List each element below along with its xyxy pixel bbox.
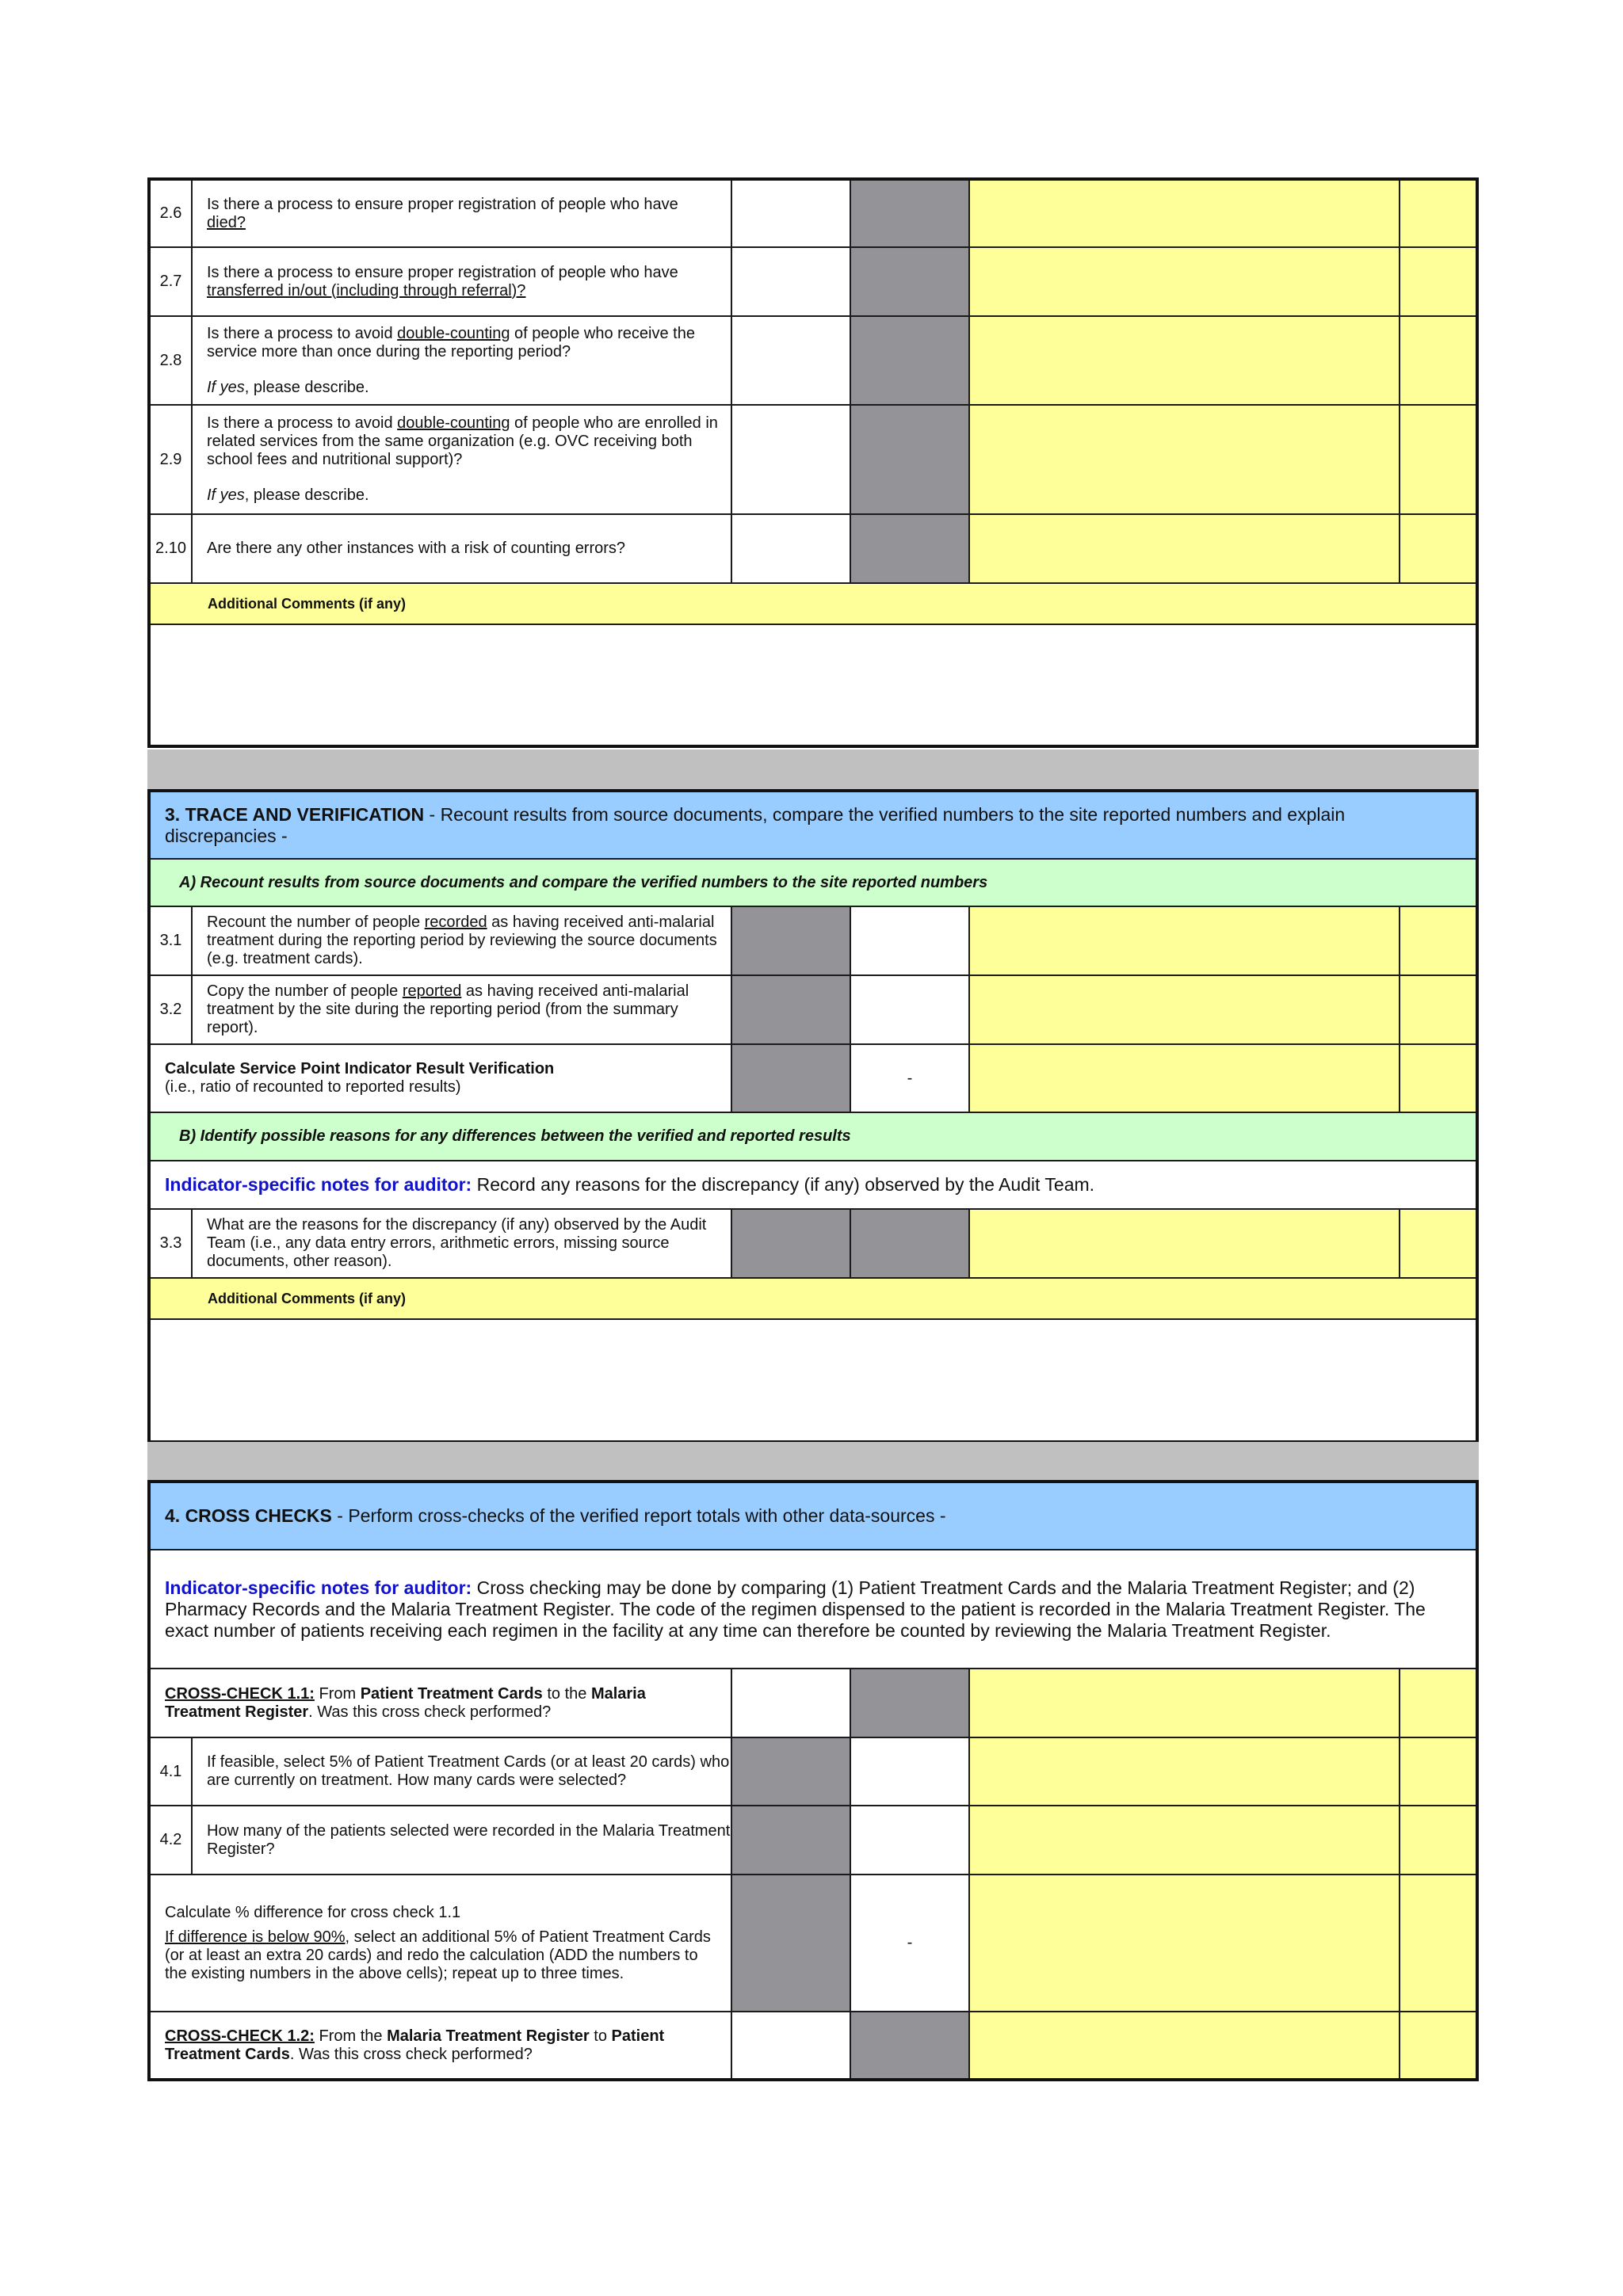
table-row [149, 514, 1477, 583]
answer-cell[interactable] [731, 1669, 850, 1737]
additional-comments-row [149, 1319, 1477, 1442]
disabled-cell [731, 906, 850, 975]
row-number: 4.1 [149, 1737, 192, 1806]
additional-comments-header [149, 1278, 1477, 1319]
disabled-cell [850, 405, 969, 514]
calc-result: - [850, 1875, 969, 2012]
auditor-note: Indicator-specific notes for auditor: Cross checking may be done by comparing (1) Patient Treatment Cards and the Malaria Treatment Register; and (2) Pharmacy Records and the Malaria Treatment Register. The code of the regimen dispensed to the patient is recorded in the Malaria Treatment Register. The exact number of patients receiving each regimen in the facility at any time can therefore be counted by reviewing the Malaria Treatment Register. [149, 1550, 1477, 1669]
question-text: Recount the number of people recorded as having received anti-malarial treatment during the reporting period by reviewing the source documents (e.g. treatment cards). [192, 906, 731, 975]
question-text: Are there any other instances with a risk of counting errors? [192, 514, 731, 583]
disabled-cell [850, 179, 969, 247]
row-number: 3.1 [149, 906, 192, 975]
comment-cell[interactable] [969, 1044, 1400, 1112]
row-number: 2.10 [149, 514, 192, 583]
comment-cell[interactable] [969, 316, 1400, 405]
answer-cell[interactable] [731, 514, 850, 583]
flag-cell[interactable] [1400, 975, 1477, 1044]
question-text: Is there a process to avoid double-counting of people who receive the service more than once during the reporting period? If yes, please describe. [192, 316, 731, 405]
calc-row [149, 1875, 1477, 2012]
flag-cell[interactable] [1400, 1737, 1477, 1806]
flag-cell[interactable] [1400, 1669, 1477, 1737]
disabled-cell [850, 514, 969, 583]
answer-cell[interactable] [850, 1806, 969, 1875]
flag-cell[interactable] [1400, 179, 1477, 247]
table-row [149, 316, 1477, 405]
disabled-cell [731, 1737, 850, 1806]
subsection-a-title: A) Recount results from source documents and compare the verified numbers to the site reported numbers [149, 859, 1477, 906]
comment-cell[interactable] [969, 1737, 1400, 1806]
flag-cell[interactable] [1400, 405, 1477, 514]
flag-cell[interactable] [1400, 1806, 1477, 1875]
row-number: 2.9 [149, 405, 192, 514]
section-header [149, 791, 1477, 859]
question-text: If feasible, select 5% of Patient Treatment Cards (or at least 20 cards) who are currently on treatment. How many cards were selected? [192, 1737, 731, 1806]
flag-cell[interactable] [1400, 906, 1477, 975]
calc-label: Calculate % difference for cross check 1.1 If difference is below 90%, select an additional 5% of Patient Treatment Cards (or at least an extra 20 cards) and redo the calculation (ADD the numbers to the existing numbers in the above cells); repeat up to three times. [149, 1875, 731, 2012]
additional-comments-label: Additional Comments (if any) [149, 583, 1477, 624]
disabled-cell [731, 1209, 850, 1278]
disabled-cell [731, 1044, 850, 1112]
table-row [149, 975, 1477, 1044]
additional-comments-row [149, 624, 1477, 746]
answer-cell[interactable] [850, 1737, 969, 1806]
flag-cell[interactable] [1400, 1044, 1477, 1112]
answer-cell[interactable] [731, 179, 850, 247]
comment-cell[interactable] [969, 1806, 1400, 1875]
disabled-cell [850, 247, 969, 316]
row-number: 4.2 [149, 1806, 192, 1875]
question-text: Is there a process to ensure proper registration of people who have transferred in/out (including through referral)? [192, 247, 731, 316]
comment-cell[interactable] [969, 906, 1400, 975]
comment-cell[interactable] [969, 1669, 1400, 1737]
section-separator [147, 749, 1479, 789]
table-row [149, 247, 1477, 316]
row-number: 3.2 [149, 975, 192, 1044]
flag-cell[interactable] [1400, 1875, 1477, 2012]
disabled-cell [850, 1209, 969, 1278]
calc-result: - [850, 1044, 969, 1112]
question-text: How many of the patients selected were recorded in the Malaria Treatment Register? [192, 1806, 731, 1875]
additional-comments-field[interactable] [149, 1319, 1477, 1442]
disabled-cell [731, 975, 850, 1044]
table-row [149, 1737, 1477, 1806]
question-text: What are the reasons for the discrepancy (if any) observed by the Audit Team (i.e., any data entry errors, arithmetic errors, missing source documents, other reason). [192, 1209, 731, 1278]
table-row [149, 906, 1477, 975]
row-number: 2.6 [149, 179, 192, 247]
answer-cell[interactable] [731, 247, 850, 316]
disabled-cell [850, 316, 969, 405]
disabled-cell [731, 1806, 850, 1875]
table-row [149, 405, 1477, 514]
calc-label: Calculate Service Point Indicator Result Verification (i.e., ratio of recounted to reported results) [149, 1044, 731, 1112]
table-row [149, 179, 1477, 247]
disabled-cell [850, 2012, 969, 2080]
section-title: 3. TRACE AND VERIFICATION - Recount results from source documents, compare the verified numbers to the site reported numbers and explain discrepancies - [149, 791, 1477, 859]
flag-cell[interactable] [1400, 316, 1477, 405]
disabled-cell [731, 1875, 850, 2012]
question-text: Copy the number of people reported as having received anti-malarial treatment by the site during the reporting period (from the summary report). [192, 975, 731, 1044]
answer-cell[interactable] [850, 906, 969, 975]
subsection-header [149, 1112, 1477, 1161]
row-number: 3.3 [149, 1209, 192, 1278]
comment-cell[interactable] [969, 1209, 1400, 1278]
row-number: 2.8 [149, 316, 192, 405]
flag-cell[interactable] [1400, 514, 1477, 583]
additional-comments-label: Additional Comments (if any) [149, 1278, 1477, 1319]
additional-comments-field[interactable] [149, 624, 1477, 746]
section-separator [147, 1442, 1479, 1480]
comment-cell[interactable] [969, 514, 1400, 583]
row-number: 2.7 [149, 247, 192, 316]
cross-check-1-2-label: CROSS-CHECK 1.2: From the Malaria Treatment Register to Patient Treatment Cards. Was this cross check performed? [149, 2012, 731, 2080]
cross-check-row [149, 1669, 1477, 1737]
answer-cell[interactable] [731, 405, 850, 514]
table-row [149, 1806, 1477, 1875]
comment-cell[interactable] [969, 247, 1400, 316]
section-4-table [147, 1480, 1479, 2081]
subsection-b-title: B) Identify possible reasons for any differences between the verified and reported results [149, 1112, 1477, 1161]
calc-row [149, 1044, 1477, 1112]
auditor-note-row [149, 1161, 1477, 1209]
comment-cell[interactable] [969, 1875, 1400, 2012]
section-header [149, 1482, 1477, 1550]
answer-cell[interactable] [731, 316, 850, 405]
cross-check-1-1-label: CROSS-CHECK 1.1: From Patient Treatment Cards to the Malaria Treatment Register. Was this cross check performed? [149, 1669, 731, 1737]
auditor-note: Indicator-specific notes for auditor: Record any reasons for the discrepancy (if any) observed by the Audit Team. [149, 1161, 1477, 1209]
section-2-table [147, 177, 1479, 748]
question-text: Is there a process to ensure proper registration of people who have died? [192, 179, 731, 247]
comment-cell[interactable] [969, 975, 1400, 1044]
cross-check-row [149, 2012, 1477, 2080]
section-3-table [147, 789, 1479, 1444]
auditor-note-row [149, 1550, 1477, 1669]
answer-cell[interactable] [731, 2012, 850, 2080]
additional-comments-header [149, 583, 1477, 624]
comment-cell[interactable] [969, 179, 1400, 247]
comment-cell[interactable] [969, 405, 1400, 514]
section-title: 4. CROSS CHECKS - Perform cross-checks of the verified report totals with other data-sources - [149, 1482, 1477, 1550]
answer-cell[interactable] [850, 975, 969, 1044]
comment-cell[interactable] [969, 2012, 1400, 2080]
disabled-cell [850, 1669, 969, 1737]
flag-cell[interactable] [1400, 247, 1477, 316]
flag-cell[interactable] [1400, 2012, 1477, 2080]
table-row [149, 1209, 1477, 1278]
subsection-header [149, 859, 1477, 906]
flag-cell[interactable] [1400, 1209, 1477, 1278]
question-text: Is there a process to avoid double-counting of people who are enrolled in related services from the same organization (e.g. OVC receiving both school fees and nutritional support)? If yes, please describe. [192, 405, 731, 514]
